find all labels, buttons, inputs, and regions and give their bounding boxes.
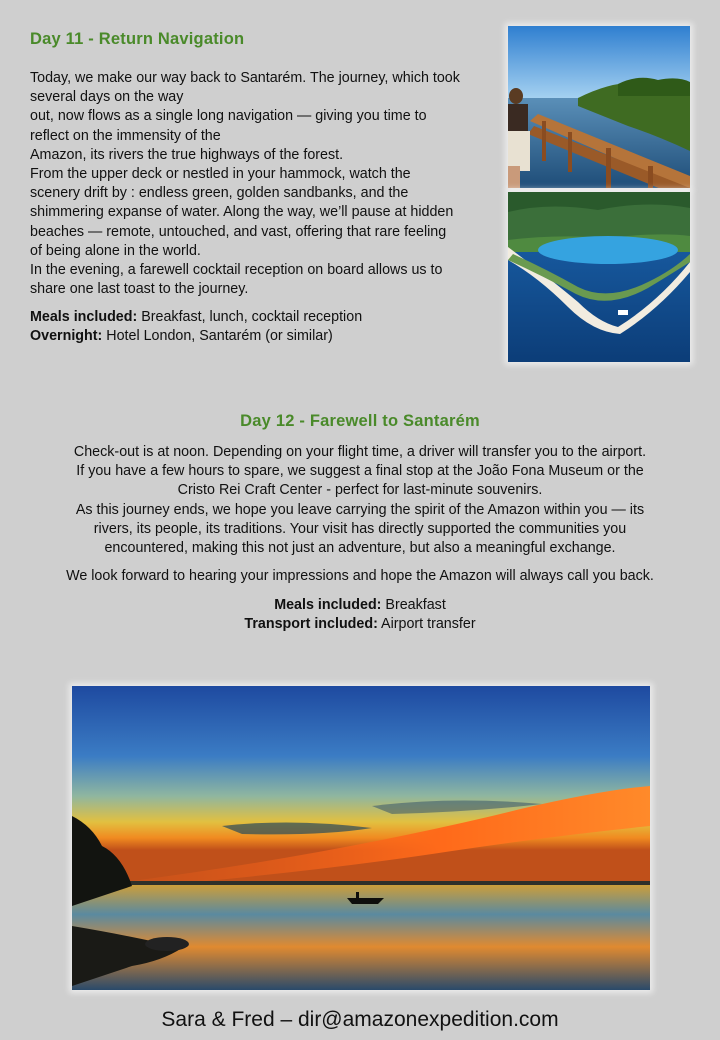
day12-line: If you have a few hours to spare, we suggest a final stop at the João Fona Museum or the xyxy=(76,463,644,480)
transport-label: Transport included: xyxy=(244,616,378,633)
overnight-label: Overnight: xyxy=(30,328,103,345)
day11-line: In the evening, a farewell cocktail reception on board allows us to xyxy=(30,262,443,279)
day11-section xyxy=(30,30,495,346)
day11-description xyxy=(30,69,495,299)
day11-meals xyxy=(30,308,495,327)
day12-line: rivers, its people, its traditions. Your visit has directly supported the communities you xyxy=(93,520,627,537)
day11-line: reflect on the immensity of the xyxy=(30,127,221,144)
day12-details xyxy=(20,596,700,634)
overnight-value: Hotel London, Santarém (or similar) xyxy=(102,328,333,345)
day11-line: From the upper deck or nestled in your hammock, watch the xyxy=(30,166,411,183)
day12-line: Cristo Rei Craft Center - perfect for last-minute souvenirs. xyxy=(177,482,543,499)
day12-line: encountered, making this not just an adventure, but also a meaningful exchange. xyxy=(104,540,616,557)
day12-meals xyxy=(20,596,700,615)
day11-line: share one last toast to the journey. xyxy=(30,281,249,298)
day11-details xyxy=(30,308,495,346)
day11-line: Amazon, its rivers the true highways of the forest. xyxy=(30,146,344,163)
day11-line: of being alone in the world. xyxy=(30,242,201,259)
day12-title: Day 12 - Farewell to Santarém xyxy=(240,412,480,430)
day12-line: Check-out is at noon. Depending on your flight time, a driver will transfer you to the airport. xyxy=(73,444,647,460)
sunset-river-photo xyxy=(72,686,650,990)
meals-value: Breakfast, lunch, cocktail reception xyxy=(137,309,363,326)
day11-title: Day 11 - Return Navigation xyxy=(30,30,245,48)
day11-line: shimmering expanse of water. Along the way, we’ll pause at hidden xyxy=(30,204,454,221)
day11-line: beaches — remote, untouched, and vast, offering that rare feeling xyxy=(30,223,447,240)
day12-line: As this journey ends, we hope you leave carrying the spirit of the Amazon within you — its xyxy=(75,501,645,518)
day12-section xyxy=(20,412,700,634)
beach-aerial-photo xyxy=(508,192,690,362)
day12-closing: We look forward to hearing your impressions and hope the Amazon will always call you back. xyxy=(66,568,654,585)
day12-description xyxy=(20,443,700,558)
day11-line: scenery drift by : endless green, golden sandbanks, and the xyxy=(30,185,409,202)
day12-transport xyxy=(20,615,700,634)
day11-line: several days on the way xyxy=(30,89,184,106)
meals-label: Meals included: xyxy=(30,309,138,326)
day11-line: out, now flows as a single long navigation — giving you time to xyxy=(30,108,427,125)
boardwalk-photo xyxy=(508,26,690,188)
meals-label: Meals included: xyxy=(274,597,382,614)
day11-overnight xyxy=(30,327,495,346)
footer-contact: Sara & Fred – dir@amazonexpedition.com xyxy=(161,1008,559,1031)
transport-value: Airport transfer xyxy=(377,616,476,633)
meals-value: Breakfast xyxy=(381,597,446,614)
day11-line: Today, we make our way back to Santarém. The journey, which took xyxy=(30,70,460,86)
